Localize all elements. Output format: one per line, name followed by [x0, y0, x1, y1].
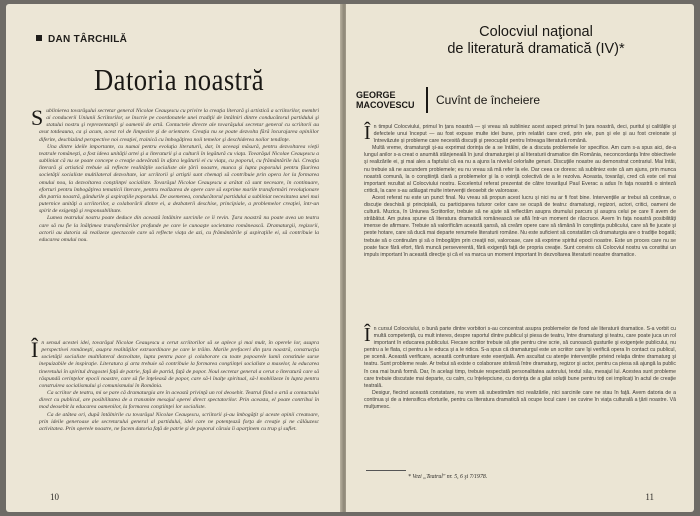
paragraph-4 — [31, 337, 319, 390]
paragraph-1-text: ublinierea tovarăşului secretar general Nicolae Ceauşescu cu privire la creaţia literară şi artistică a scriitorilor, membri ai conducerii Uniunii Scriitorilor, se înscrie pe coordonatele unei tradiţii de întâlniri dintre conducătorul partidului şi statului nostru şi reprezentanţii şi oamenii de artă. Contactele directe ale tovarăşului secretar general cu scriitorii au avut totdeauna, ca şi acum, acest rol de limpezire şi de orientare. Creaţia nu se poate dezvolta fără încurajarea opiniilor diferite, deschizând perspective noi creaţiei, trainică cu îmbogăţirea noii temelor şi deschiderea noilor tendinţe. — [39, 108, 319, 143]
right-paragraph-4-text: n cursul Colocviului, o bună parte dintre vorbitori s-au concentrat asupra problemelor de fond ale literaturii dramatice. S-a vorbit cu multă competenţă, cu mult interes, despre raportul dintre publicul şi piesa de teatru, între dramaturgi şi teatru, care poate juca un rol important în educarea publicului. Fiecare scriitor trebuie să ştie pentru cine scrie, să cunoască gusturile şi exigenţele publicului, nu pentru a le flata, ci pentru a le educa şi a le ridica. S-a spus că dramaturgul este un scriitor care îşi verifică opera în contact cu publicul, pe scenă. Această verificare, această confruntare este esenţială. Am ascultat cu atenţie intervenţiile privind relaţia dintre dramaturg şi teatru. Sunt probleme reale. Ar trebui să existe o colaborare strânsă între dramaturg, regizor şi actor, pentru ca piesa să ajungă la public în cea mai bună formă. Dar, în acelaşi timp, trebuie respectată personalitatea autorului, textul său, mesajul lui. Acestea sunt probleme care trebuie discutate mai departe, cu calm, cu înţelepciune, cu dorinţa de a găsi soluţii bune pentru toţi cei implicaţi în actul de creaţie teatrală. — [364, 326, 676, 389]
series-title-line-1: Colocviul naţional — [479, 24, 593, 40]
paragraph-5: Ca scriitor de teatru, mi se pare că dramaturgia are în această privinţă un rol deosebit. Teatrul fiind o artă a contactului direct cu publicul, are posibilitatea de a transmite mesajul operei direct spectatorilor. Prin aceasta, el poate contribui în mod deosebit la educarea oamenilor, la formarea conştiinţei lor socialiste. — [39, 390, 319, 411]
footnote-rule — [366, 470, 406, 471]
drop-cap: S — [31, 105, 44, 130]
right-paragraph-5: Desigur, fiecind această constatare, nu vrem să subestimăm nici realizările, nici sarcinile care ne stau în faţă. Avem datoria de a continua şi de a intensifica eforturile, pentru ca literatura dramatică să ocupe locul care i se cuvine în viaţa culturală a ţării noastre. Vă mulţumesc. — [364, 389, 676, 411]
author-last-name: MACOVESCU — [356, 100, 415, 110]
author-byline — [36, 34, 127, 45]
footnote: * Vezi „Teatrul" nr. 5, 6 şi 7/1978. — [408, 474, 488, 480]
drop-cap: Î — [364, 324, 371, 346]
right-paragraph-4 — [364, 326, 676, 390]
right-paragraph-3: Acest referat nu este un punct final. Nu vreau să propun acest lucru şi nici nu ar fi fost bine. Intervenţiile ar trebui să continue, o discuţie deschisă şi principială, cu participarea tuturor celor care se ocupă de teatru: dramaturgi, regizori, actori, critici, oameni de cultură. Muzica, în Uniunea Scriitorilor, trebuie să ne ajute să reflectăm asupra drumului parcurs şi asupra celui pe care îl avem de străbătut. Am putea spune că literatura dramatică românească se află într-un moment de răscruce. Avem în faţa noastră posibilităţi imense de afirmare. Trebuie să valorificăm această şansă, să creăm opere care să rămână în conştiinţa publicului, care să fie jucate şi peste hotare, care să ducă mai departe renumele literaturii române. Nu este suficient să constatăm că dramaturgia are o tradiţie bogată; trebuie să o continuăm şi să o îmbogăţim prin creaţii noi, valoroase, care să exprime spiritul epocii noastre. Este un proces care nu se poate face fără efort, fără muncă perseverentă, fără exigenţă faţă de propria creaţie. Sunt convins că Colocviul nostru va constitui un impuls important în această direcţie şi că el va marca un moment important în dezvoltarea literaturii noastre dramatice. — [364, 194, 676, 258]
paragraph-4-text: n sensul acestei idei, tovarăşul Nicolae Ceauşescu a cerut scriitorilor să se aplece şi mai mult, în operele lor, asupra perspectivei româneşti, asupra realităţilor extraordinare pe care le trăim. Marile prefaceri din ţara noastră, construcţia societăţii socialiste multilateral dezvoltate, lupta pentru pace şi colaborare cu toate popoarele lumii constituie surse inepuizabile de inspiraţie. Literatura şi arta trebuie să contribuie la formarea conştiinţei socialiste a maselor, la educarea tineretului în spiritul dragostei faţă de patrie, faţă de partid, faţă de popor. Noul secretar general a cerut o literatură care să răspundă cerinţelor epocii noastre, care să fie înţeleasă de popor, care să-l înalţe spiritual, să-l mobilizeze în lupta pentru construirea socialismului şi comunismului în România. — [39, 340, 319, 389]
right-paragraph-1 — [364, 124, 676, 145]
right-body-bottom — [364, 326, 676, 411]
right-body-top — [364, 124, 676, 259]
author-first-name: GEORGE — [356, 90, 396, 100]
paragraph-1 — [31, 105, 319, 144]
right-paragraph-2: Multă vreme, dramaturgii şi-au exprimat dorinţa de a se întâlni, de a discuta problemele lor specifice. Am cum s-a spus aici, de-a lungul anilor s-a creat o anumită stânjeneală în jurul dramaturgiei şi al literaturii dramatice din România, neconcordanţa între obiectivele şi realizările ei, şi mai ales a faptului că ea nu a ajuns la nivelul celorlalte genuri. Discuţiile noastre au demonstrat contrariul. Mai întâi, nu trebuie să ne ascundem problemele; eu nu vreau să mă refer la ele. Dar ceea ce doresc să subliniez este că am ajuns, prin munca noastră comună, la o conştiinţă clară a problemelor şi la o voinţă colectivă de a le rezolva. Aceasta, tovarăşi, cred că este cel mai important rezultat al Colocviului nostru. Excelentul referat prezentat de către tovarăşul Paul Everac a adus în faţa noastră o sinteză critică, la care s-au adăugat multe intervenţii deosebit de valoroase. — [364, 145, 676, 194]
article-body-top — [31, 105, 319, 244]
left-page — [6, 4, 342, 512]
article-subtitle: Cuvînt de încheiere — [436, 93, 541, 107]
paragraph-6: Ca de atâtea ori, după întâlnirile cu tovarăşul Nicolae Ceauşescu, scriitorii şi-au îmbogăţit şi aceste opinii creatoare, prin ideile generoase ale secretarului general al partidului, idei care ne potenţează forţa de creaţie şi ne călăuzesc activitatea. Prin operele noastre, ne facem datoria faţă de patrie şi de poporul căruia îi aparţinem cu trup şi suflet. — [39, 411, 319, 432]
article-body-bottom — [31, 337, 319, 433]
paragraph-3: Lumea teatrului nostru poate deduce din această întâlnire sarcinile ce îi revin. Ţara noastră nu poate avea un teatru care să nu fie la înălţimea transformărilor profunde pe care le cunoaşte societatea românească. Dramaturgii, regizorii, actorii au datoria să realizeze spectacole care să reflecte viaţa de azi, cu frământările şi aspiraţiile ei, să contribuie la educarea omului nou. — [39, 215, 319, 243]
series-title — [436, 24, 636, 58]
right-page — [346, 4, 694, 512]
author-byline-right — [356, 90, 415, 110]
paragraph-2: Una dintre ideile importante, cu numai pentru evoluţia literaturii, dar, în aceeaşi măsură, pentru dezvoltarea vieţii teatrale româneşti, a fost ideea unităţii artei şi a literaturii şi a culturii în legătură cu viaţa. Tovarăşul Nicolae Ceauşescu a subliniat că nu se poate concepe o creaţie adevărată în afara legăturii ei cu viaţa, cu poporul, cu frământările lui. Creaţia literară şi artistică trebuie să reflecte realităţile socialiste ale ţării noastre, munca şi lupta poporului pentru făurirea societăţii socialiste multilateral dezvoltate, iar scriitorii şi artiştii sunt chemaţi să contribuie prin opera lor la formarea omului nou, la dezvoltarea conştiinţei socialiste. Tovarăşul Nicolae Ceauşescu a arătat că sunt necesare, în continuare, eforturi pentru îmbogăţirea tematicii literare, pentru realizarea de opere care să exprime marile transformări revoluţionare din patria noastră, gândurile şi aspiraţiile poporului. De asemenea, conducătorul partidului a subliniat necesitatea unei mai puternice unităţi a scriitorilor, a colaborării dintre ei, a dezbaterii deschise, principiale, a problemelor creaţiei, într-un spirit de exigenţă şi responsabilitate. — [39, 143, 319, 215]
vertical-divider — [426, 87, 428, 113]
author-name: DAN TÂRCHILĂ — [48, 34, 128, 45]
square-bullet-icon — [36, 35, 42, 41]
drop-cap: Î — [364, 122, 371, 144]
right-paragraph-1-text: n timpul Colocviului, primul în ţara noastră — şi vreau să subliniez acest aspect primul în ţara noastră, deci, puritul şi calităţile şi defectele unui început — au fost expuse multe idei bune, prin relatări care cred, prin ele, pun şi ele și au fost creionate și întrevăzute și probleme care necesită discuţii şi preocupări pentru întreaga literatură română. — [373, 124, 676, 145]
drop-cap: Î — [31, 337, 39, 362]
page-number-right: 11 — [645, 492, 654, 502]
article-title: Datoria noastră — [94, 62, 265, 97]
series-title-line-2: de literatură dramatică (IV)* — [447, 41, 625, 57]
page-number-left: 10 — [50, 492, 59, 502]
